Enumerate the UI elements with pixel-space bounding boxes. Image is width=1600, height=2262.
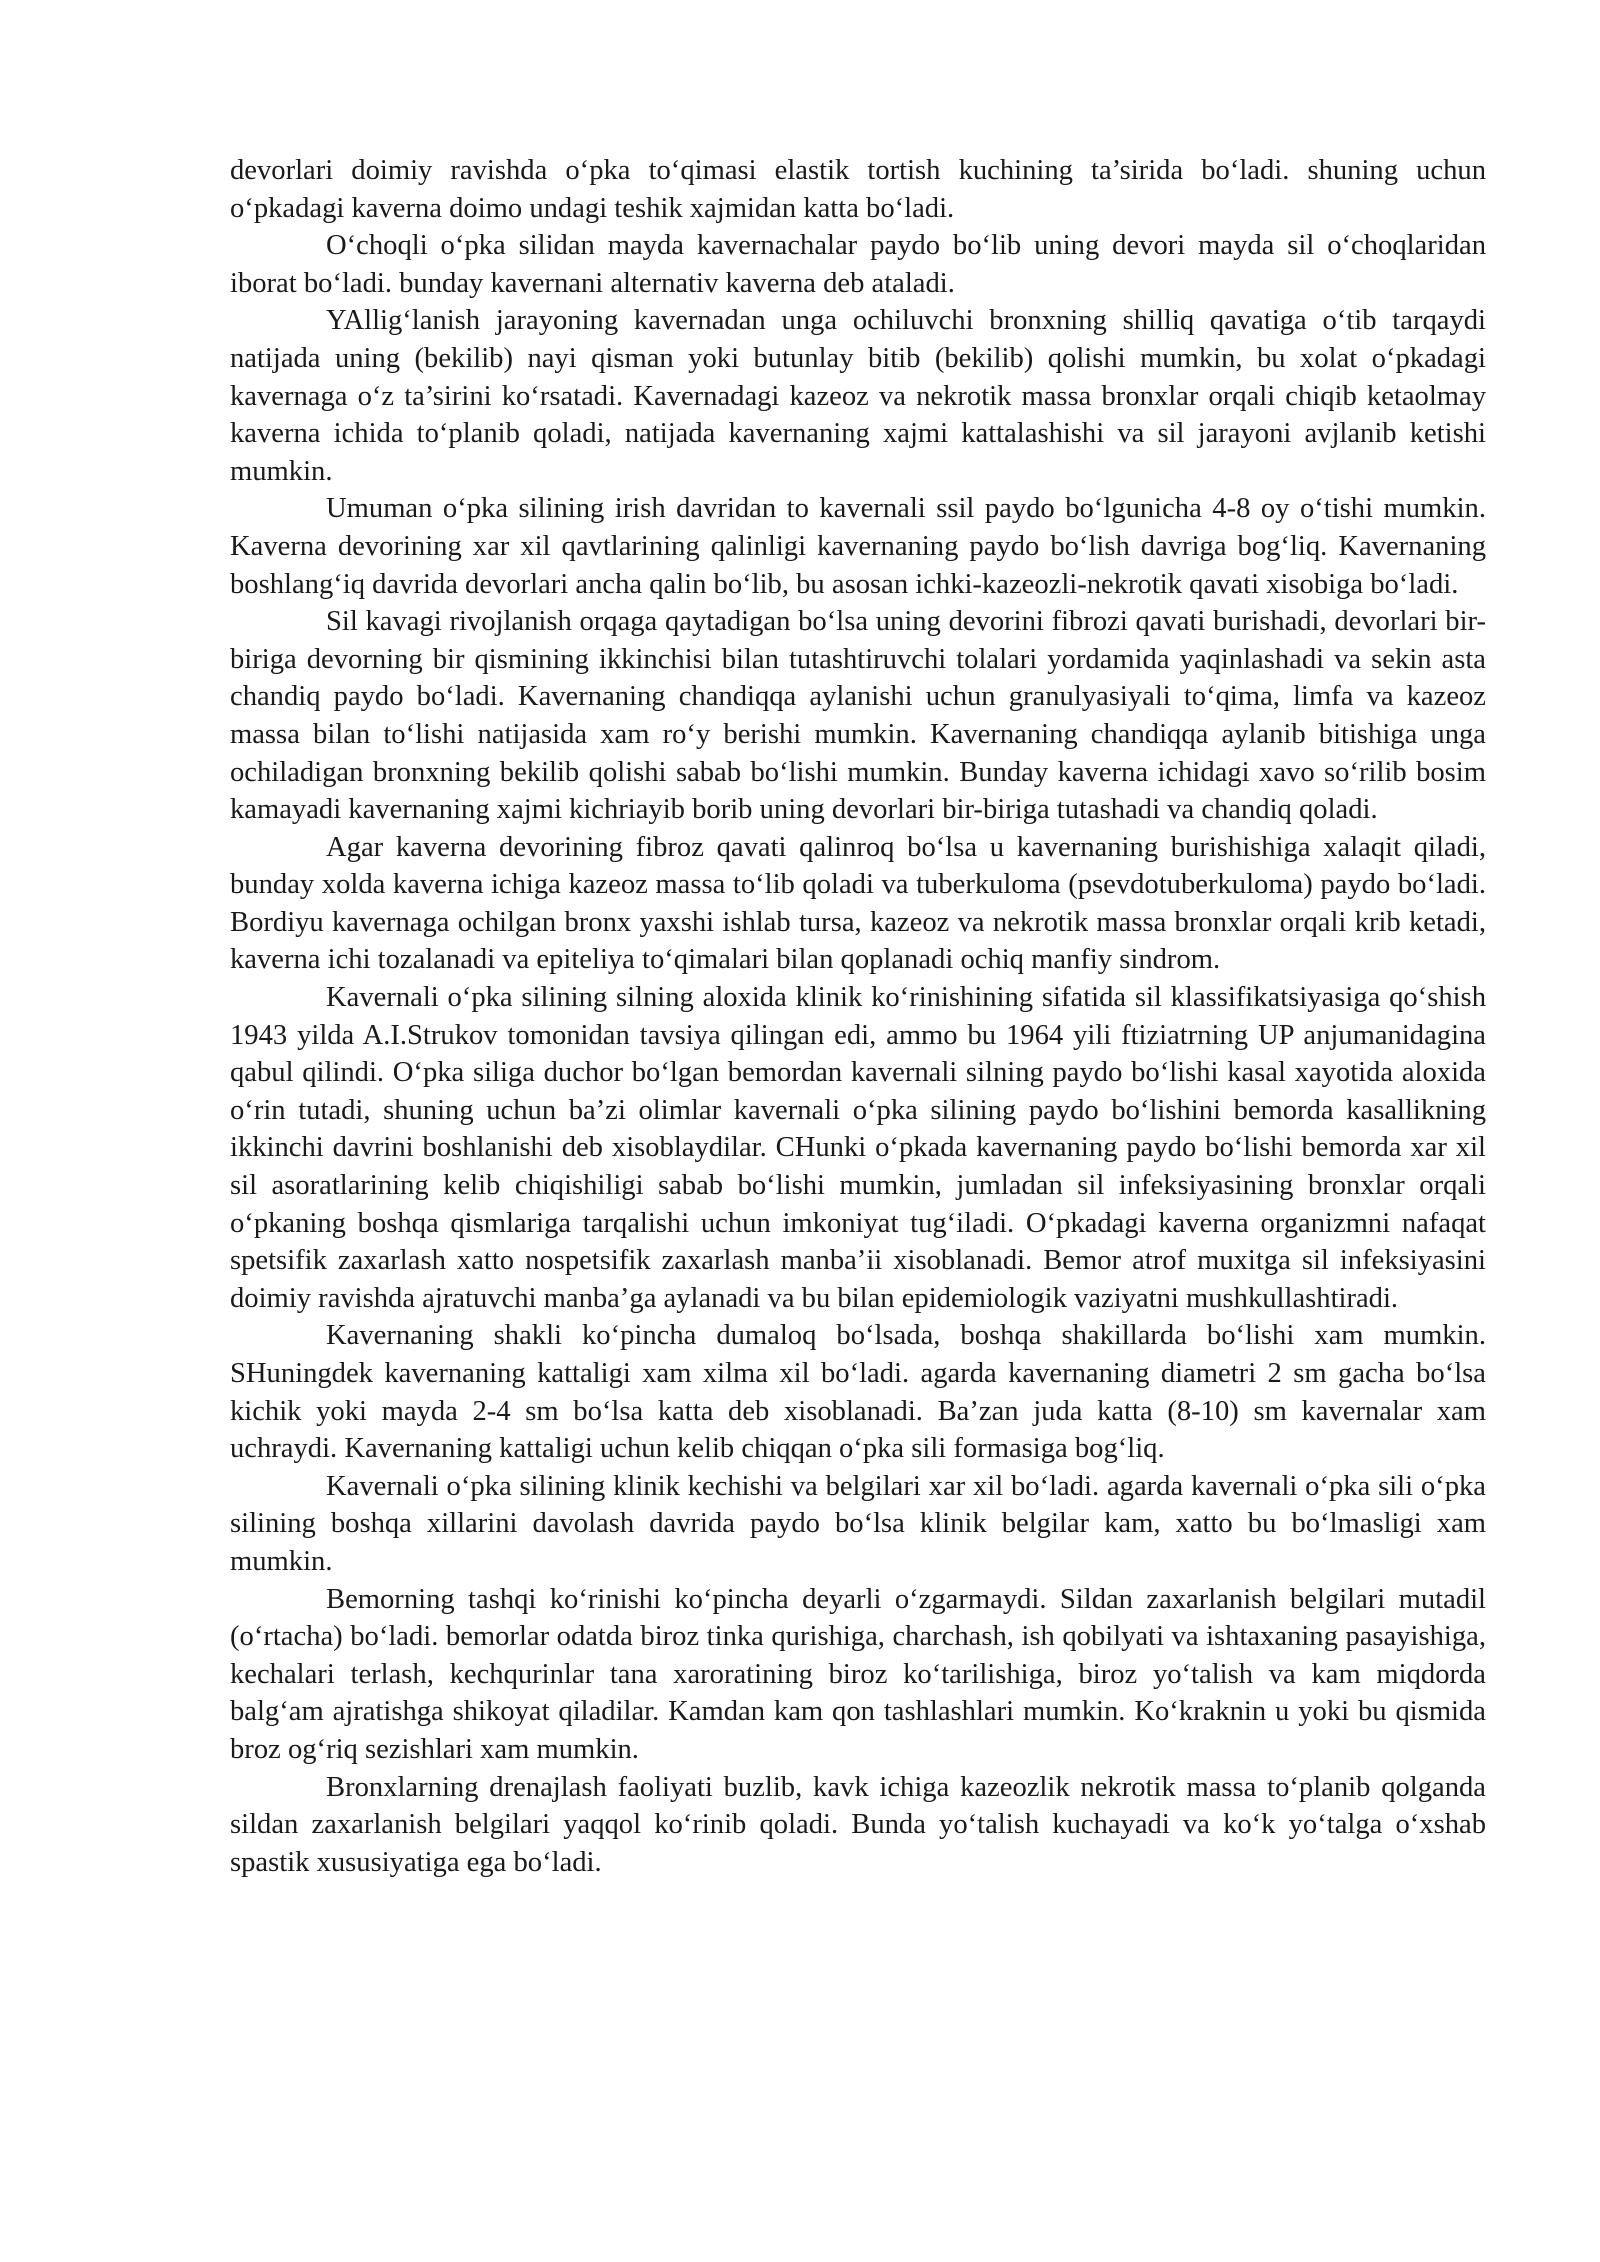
- paragraph-4: Umuman o‘pka silining irish davridan to kavernali ssil paydo bo‘lgunicha 4-8 oy o‘tishi mumkin. Kaverna devorining xar xil qavtlarining qalinligi kavernaning paydo bo‘lish davriga bog‘liq. Kavernaning boshlang‘iq davrida devorlari ancha qalin bo‘lib, bu asosan ichki-kazeozli-nekrotik qavati xisobiga bo‘ladi.: [230, 493, 1486, 600]
- paragraph-5: Sil kavagi rivojlanish orqaga qaytadigan bo‘lsa uning devorini fibrozi qavati burishadi, devorlari bir-biriga devorning bir qismining ikkinchisi bilan tutashtiruvchi tolalari yordamida yaqinlashadi va sekin asta chandiq paydo bo‘ladi. Kavernaning chandiqqa aylanishi uchun granulyasiyali to‘qima, limfa va kazeoz massa bilan to‘lishi natijasida xam ro‘y berishi mumkin. Kavernaning chandiqqa aylanib bitishiga unga ochiladigan bronxning bekilib qolishi sabab bo‘lishi mumkin. Bunday kaverna ichidagi xavo so‘rilib bosim kamayadi kavernaning xajmi kichriayib borib uning devorlari bir-biriga tutashadi va chandiq qoladi.: [230, 606, 1486, 826]
- paragraph-11: Bronxlarning drenajlash faoliyati buzlib, kavk ichiga kazeozlik nekrotik massa to‘planib qolganda sildan zaxarlanish belgilari yaqqol ko‘rinib qoladi. Bunda yo‘talish kuchayadi va ko‘k yo‘talga o‘xshab spastik xususiyatiga ega bo‘ladi.: [230, 1771, 1486, 1878]
- paragraph-9: Kavernali o‘pka silining klinik kechishi va belgilari xar xil bo‘ladi. agarda kavernali o‘pka sili o‘pka silining boshqa xillarini davolash davrida paydo bo‘lsa klinik belgilar kam, xatto bu bo‘lmasligi xam mumkin.: [230, 1470, 1486, 1577]
- paragraph-2: O‘choqli o‘pka silidan mayda kavernachalar paydo bo‘lib uning devori mayda sil o‘choqlaridan iborat bo‘ladi. bunday kavernani alternativ kaverna deb ataladi.: [230, 230, 1486, 299]
- paragraph-1: devorlari doimiy ravishda o‘pka to‘qimasi elastik tortish kuchining ta’sirida bo‘ladi. shuning uchun o‘pkadagi kaverna doimo undagi teshik xajmidan katta bo‘ladi.: [230, 155, 1486, 224]
- paragraph-6: Agar kaverna devorining fibroz qavati qalinroq bo‘lsa u kavernaning burishishiga xalaqit qiladi, bunday xolda kaverna ichiga kazeoz massa to‘lib qoladi va tuberkuloma (psevdotuberkuloma) paydo bo‘ladi. Bordiyu kavernaga ochilgan bronx yaxshi ishlab tursa, kazeoz va nekrotik massa bronxlar orqali krib ketadi, kaverna ichi tozalanadi va epiteliya to‘qimalari bilan qoplanadi ochiq manfiy sindrom.: [230, 831, 1486, 976]
- document-page: [230, 152, 1486, 1881]
- paragraph-3: YAllig‘lanish jarayoning kavernadan unga ochiluvchi bronxning shilliq qavatiga o‘tib tarqaydi natijada uning (bekilib) nayi qisman yoki butunlay bitib (bekilib) qolishi mumkin, bu xolat o‘pkadagi kavernaga o‘z ta’sirini ko‘rsatadi. Kavernadagi kazeoz va nekrotik massa bronxlar orqali chiqib ketaolmay kaverna ichida to‘planib qoladi, natijada kavernaning xajmi kattalashishi va sil jarayoni avjlanib ketishi mumkin.: [230, 305, 1486, 487]
- paragraph-10: Bemorning tashqi ko‘rinishi ko‘pincha deyarli o‘zgarmaydi. Sildan zaxarlanish belgilari mutadil (o‘rtacha) bo‘ladi. bemorlar odatda biroz tinka qurishiga, charchash, ish qobilyati va ishtaxaning pasayishiga, kechalari terlash, kechqurinlar tana xaroratining biroz ko‘tarilishiga, biroz yo‘talish va kam miqdorda balg‘am ajratishga shikoyat qiladilar. Kamdan kam qon tashlashlari mumkin. Ko‘kraknin u yoki bu qismida broz og‘riq sezishlari xam mumkin.: [230, 1583, 1486, 1765]
- paragraph-8: Kavernaning shakli ko‘pincha dumaloq bo‘lsada, boshqa shakillarda bo‘lishi xam mumkin. SHuningdek kavernaning kattaligi xam xilma xil bo‘ladi. agarda kavernaning diametri 2 sm gacha bo‘lsa kichik yoki mayda 2-4 sm bo‘lsa katta deb xisoblanadi. Ba’zan juda katta (8-10) sm kavernalar xam uchraydi. Kavernaning kattaligi uchun kelib chiqqan o‘pka sili formasiga bog‘liq.: [230, 1320, 1486, 1465]
- paragraph-7: Kavernali o‘pka silining silning aloxida klinik ko‘rinishining sifatida sil klassifikatsiyasiga qo‘shish 1943 yilda A.I.Strukov tomonidan tavsiya qilingan edi, ammo bu 1964 yili ftiziatrning UP anjumanidagina qabul qilindi. O‘pka siliga duchor bo‘lgan bemordan kavernali silning paydo bo‘lishi kasal xayotida aloxida o‘rin tutadi, shuning uchun ba’zi olimlar kavernali o‘pka silining paydo bo‘lishini bemorda kasallikning ikkinchi davrini boshlanishi deb xisoblaydilar. CHunki o‘pkada kavernaning paydo bo‘lishi bemorda xar xil sil asoratlarining kelib chiqishiligi sabab bo‘lishi mumkin, jumladan sil infeksiyasining bronxlar orqali o‘pkaning boshqa qismlariga tarqalishi uchun imkoniyat tug‘iladi. O‘pkadagi kaverna organizmni nafaqat spetsifik zaxarlash xatto nospetsifik zaxarlash manba’ii xisoblanadi. Bemor atrof muxitga sil infeksiyasini doimiy ravishda ajratuvchi manba’ga aylanadi va bu bilan epidemiologik vaziyatni mushkullashtiradi.: [230, 982, 1486, 1314]
